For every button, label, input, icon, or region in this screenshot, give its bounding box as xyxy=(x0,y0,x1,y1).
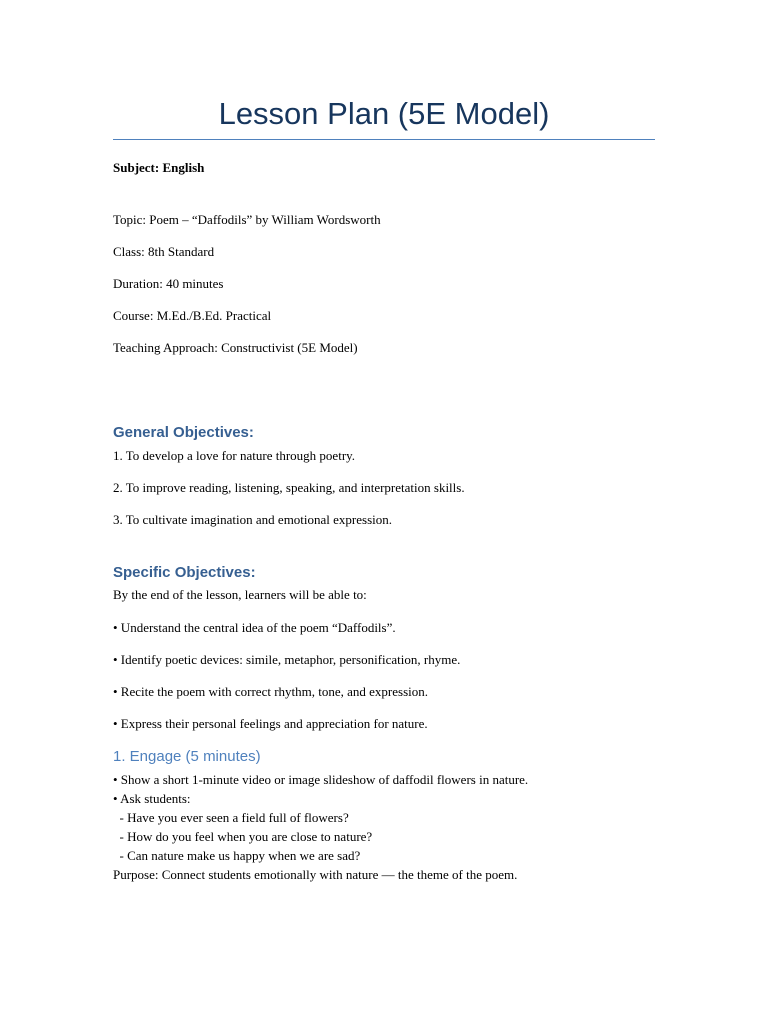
engage-purpose-line: Purpose: Connect students emotionally with nature — the theme of the poem. xyxy=(113,867,518,882)
topic-line: Topic: Poem – “Daffodils” by William Wordsworth xyxy=(113,212,381,227)
engage-line: - How do you feel when you are close to nature? xyxy=(113,829,373,844)
specific-objective-item: • Recite the poem with correct rhythm, tone, and expression. xyxy=(113,684,429,699)
duration-line: Duration: 40 minutes xyxy=(113,276,224,291)
course-line: Course: M.Ed./B.Ed. Practical xyxy=(113,308,272,323)
specific-objectives-intro: By the end of the lesson, learners will be able to: xyxy=(113,587,367,602)
general-objective-item: 3. To cultivate imagination and emotional expression. xyxy=(113,512,393,527)
subject-line: Subject: English xyxy=(113,160,205,175)
general-objective-item: 2. To improve reading, listening, speaking, and interpretation skills. xyxy=(113,480,465,495)
engage-heading: 1. Engage (5 minutes) xyxy=(113,748,261,765)
general-objectives-heading: General Objectives: xyxy=(113,424,254,441)
specific-objective-item: • Understand the central idea of the poem “Daffodils”. xyxy=(113,620,396,635)
document-title: Lesson Plan (5E Model) xyxy=(218,96,550,131)
class-line: Class: 8th Standard xyxy=(113,244,215,259)
engage-line: - Have you ever seen a field full of flowers? xyxy=(113,810,349,825)
title-underline xyxy=(113,139,655,140)
specific-objectives-heading: Specific Objectives: xyxy=(113,564,256,581)
engage-line: - Can nature make us happy when we are sad? xyxy=(113,848,361,863)
specific-objective-item: • Express their personal feelings and appreciation for nature. xyxy=(113,716,428,731)
general-objective-item: 1. To develop a love for nature through poetry. xyxy=(113,448,356,463)
engage-line: • Ask students: xyxy=(113,791,191,806)
engage-line: • Show a short 1-minute video or image slideshow of daffodil flowers in nature. xyxy=(113,772,529,787)
specific-objective-item: • Identify poetic devices: simile, metaphor, personification, rhyme. xyxy=(113,652,461,667)
approach-line: Teaching Approach: Constructivist (5E Model) xyxy=(113,340,358,355)
